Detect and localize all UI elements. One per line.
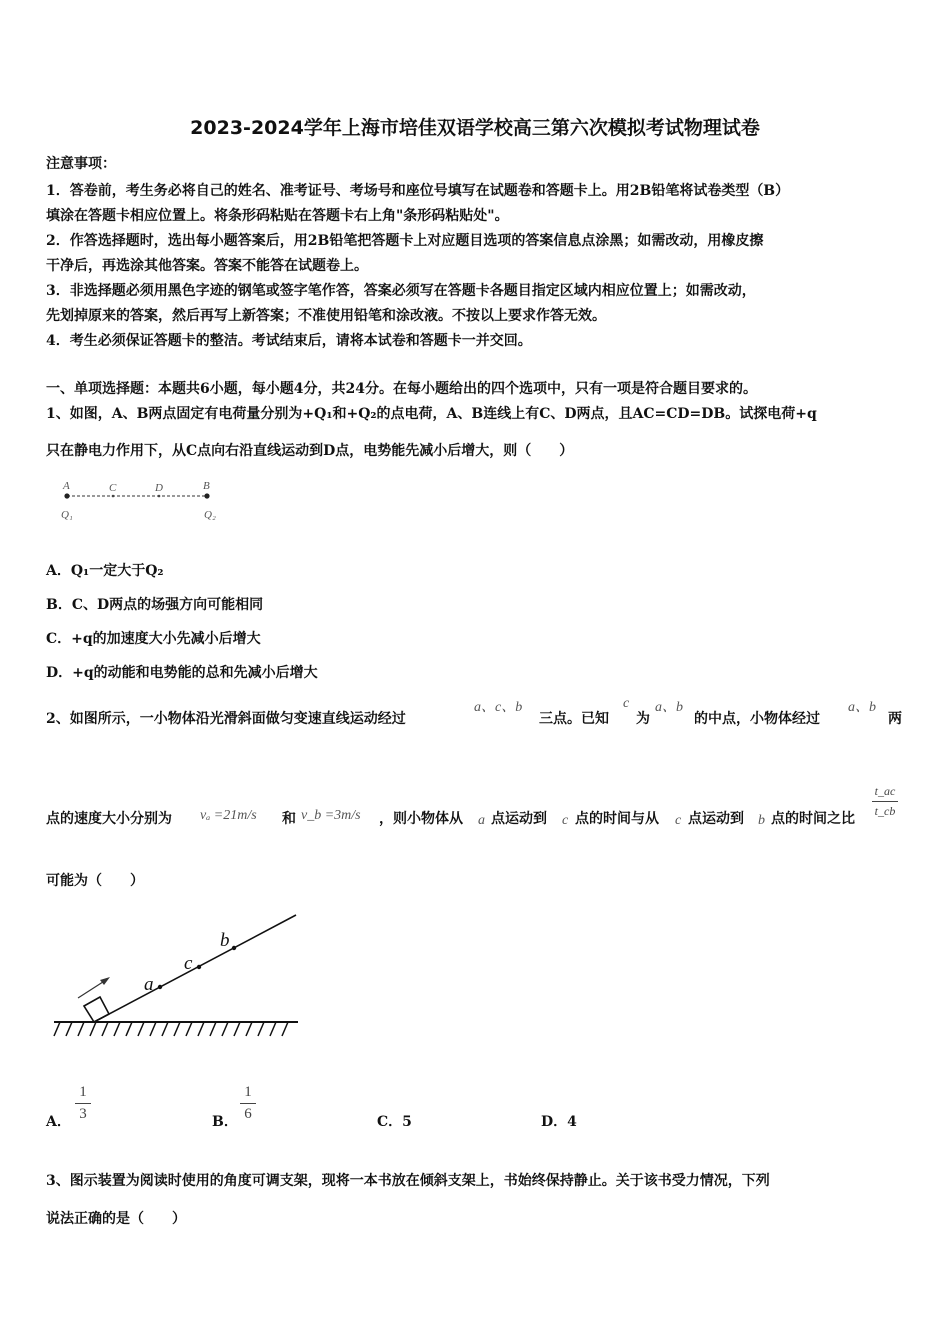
q2-stem-part4: 的中点，小物体经过 [694, 711, 820, 727]
q2-point-c: c [562, 813, 569, 828]
point-c-dot [112, 495, 115, 498]
fraction-bar [872, 801, 898, 802]
notice-line: 4．考生必须保证答题卡的整洁。考试结束后，请将本试卷和答题卡一并交回。 [46, 333, 532, 349]
ground-hatching [54, 1022, 288, 1036]
label-d: D [155, 482, 163, 494]
q2-ratio-numerator: t_ac [874, 784, 896, 798]
q2-point-c-2: c [675, 813, 682, 828]
q2-point-b: b [758, 813, 765, 828]
q3-stem-line2: 说法正确的是（ ） [46, 1211, 186, 1227]
q2-line2-b: ，则小物体从 [379, 811, 463, 827]
label-c: c [184, 953, 193, 974]
block-box [84, 997, 109, 1022]
q2-line2-and: 和 [282, 811, 296, 827]
q2-option-c: C．5 [377, 1114, 412, 1130]
q2-option-b-fraction [240, 1084, 256, 1123]
fraction-denominator: 3 [79, 1106, 87, 1122]
q2-ratio-fraction [872, 784, 898, 819]
notice-line: 3．非选择题必须用黑色字迹的钢笔或签字笔作答，答案必须写在答题卡各题目指定区域内相应位置上；如需改动， [46, 283, 756, 299]
q2-math-ab: a、b [655, 700, 683, 715]
fraction-denominator: 6 [244, 1106, 252, 1122]
point-a-dot [64, 493, 69, 498]
q2-stem-part1: 2、如图所示，一小物体沿光滑斜面做匀变速直线运动经过 [46, 711, 406, 727]
q2-math-acb: a、c、b [474, 700, 523, 715]
fraction-numerator: 1 [244, 1084, 252, 1100]
q2-option-b-label: B． [212, 1114, 238, 1130]
point-b-dot [232, 946, 236, 950]
q2-velocity-b: v_b =3m/s [301, 808, 361, 823]
incline-line [94, 915, 296, 1022]
page-title: 2023-2024学年上海市培佳双语学校高三第六次模拟考试物理试卷 [190, 117, 760, 139]
q1-option-c: C．+q的加速度大小先减小后增大 [46, 631, 261, 647]
q2-stem-part3: 为 [636, 711, 650, 727]
q2-point-a: a [478, 813, 485, 828]
point-a-dot [158, 985, 162, 989]
q2-math-c: c [623, 696, 630, 711]
point-c-dot [197, 965, 201, 969]
q2-option-a-fraction [75, 1084, 91, 1123]
q2-stem-part5: 两 [888, 711, 902, 727]
label-c: C [109, 482, 117, 494]
notice-line: 填涂在答题卡相应位置上。将条形码粘贴在答题卡右上角"条形码粘贴处"。 [46, 208, 509, 224]
q1-option-a: A．Q₁一定大于Q₂ [46, 563, 164, 579]
q1-charge-figure [55, 478, 235, 526]
notice-line: 2．作答选择题时，选出每小题答案后，用2B铅笔把答题卡上对应题目选项的答案信息点涂黑；如需改动，用橡皮擦 [46, 233, 764, 249]
q2-velocity-a: vₐ =21m/s [200, 808, 257, 823]
q2-line2-c: 点运动到 [491, 811, 547, 827]
q2-incline-figure [48, 905, 310, 1045]
point-d-dot [158, 495, 161, 498]
q2-stem-part2: 三点。已知 [539, 711, 609, 727]
label-b: b [220, 930, 230, 951]
notice-heading: 注意事项： [46, 156, 116, 172]
label-q2: Q₂ [204, 509, 216, 521]
q1-option-d: D．+q的动能和电势能的总和先减小后增大 [46, 665, 318, 681]
q1-stem-line1: 1、如图，A、B两点固定有电荷量分别为+Q₁和+Q₂的点电荷，A、B连线上有C、D两点，且AC=CD=DB。试探电荷+q [46, 406, 817, 422]
q2-math-ab-2: a、b [848, 700, 876, 715]
label-q1: Q₁ [61, 509, 73, 521]
label-a: A [63, 480, 70, 492]
notice-line: 先划掉原来的答案，然后再写上新答案；不准使用铅笔和涂改液。不按以上要求作答无效。 [46, 308, 606, 324]
q2-ratio-denominator: t_cb [874, 804, 896, 818]
q2-line2-d: 点的时间与从 [575, 811, 659, 827]
q2-option-d: D．4 [541, 1114, 577, 1130]
section-heading: 一、单项选择题：本题共6小题，每小题4分，共24分。在每小题给出的四个选项中，只有一项是符合题目要求的。 [46, 381, 757, 397]
q1-stem-line2: 只在静电力作用下，从C点向右沿直线运动到D点，电势能先减小后增大，则（ ） [46, 443, 574, 459]
label-a: a [144, 974, 154, 995]
fraction-numerator: 1 [79, 1084, 87, 1100]
velocity-arrow-icon [78, 980, 106, 998]
q1-option-b: B．C、D两点的场强方向可能相同 [46, 597, 264, 613]
q2-option-a-label: A． [46, 1114, 71, 1130]
q3-stem-line1: 3、图示装置为阅读时使用的角度可调支架，现将一本书放在倾斜支架上，书始终保持静止。关于该书受力情况，下列 [46, 1173, 770, 1189]
q2-line2-e: 点运动到 [688, 811, 744, 827]
fraction-bar [240, 1103, 256, 1104]
arrow-head-icon [100, 977, 110, 985]
notice-line: 1．答卷前，考生务必将自己的姓名、准考证号、考场号和座位号填写在试题卷和答题卡上。用2B铅笔将试卷类型（B） [46, 183, 790, 199]
q2-line2-f: 点的时间之比 [771, 811, 855, 827]
q2-stem-line3: 可能为（ ） [46, 873, 144, 889]
notice-line: 干净后，再选涂其他答案。答案不能答在试题卷上。 [46, 258, 368, 274]
q2-line2-a: 点的速度大小分别为 [46, 811, 172, 827]
fraction-bar [75, 1103, 91, 1104]
label-b: B [203, 480, 210, 492]
point-b-dot [204, 493, 209, 498]
